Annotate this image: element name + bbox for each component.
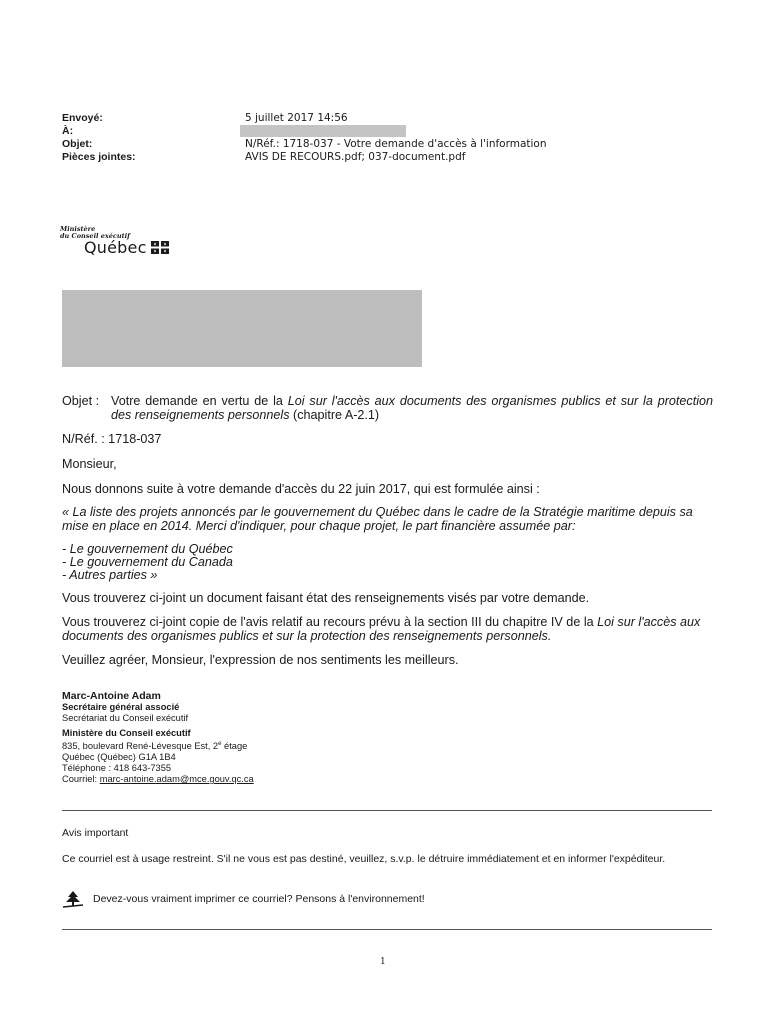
signer-name: Marc-Antoine Adam [62,690,161,702]
closing: Veuillez agréer, Monsieur, l'expression de nos sentiments les meilleurs. [62,653,459,667]
subject-label: Objet: [62,138,93,150]
signature-block [62,690,254,785]
page-number: 1 [380,957,386,967]
tree-icon [62,890,84,908]
objet-text [111,394,713,422]
logo-wordmark: Québec [84,238,147,257]
objet-law: Loi sur l'accès aux documents des organismes publics et sur la protection des renseignements personnels [111,394,713,422]
attachments-label: Pièces jointes: [62,151,136,163]
divider-bottom [62,929,712,930]
notice-text: Ce courriel est à usage restreint. S'il ne vous est pas destiné, veuillez, s.v.p. le détruire immédiatement et en informer l'expéditeur. [62,853,666,865]
paragraph-2: Vous trouverez ci-joint un document faisant état des renseignements visés par votre demande. [62,591,590,605]
quote-list-item-2: - Le gouvernement du Canada [62,555,233,569]
eco-notice [62,890,425,908]
fleur-de-lis-flag-icon [151,241,169,254]
address-1-post: étage [221,741,248,752]
notice-title: Avis important [62,827,129,839]
quebec-logo [60,226,200,258]
sent-label: Envoyé: [62,112,103,124]
logo-ministry-line1: Ministère [60,225,96,233]
reference: N/Réf. : 1718-037 [62,432,162,446]
signer-address-1 [62,739,254,752]
email-label: Courriel: [62,774,100,785]
address-1-pre: 835, boulevard René-Lévesque Est, 2 [62,741,219,752]
subject-value: N/Réf.: 1718-037 - Votre demande d'accès à l'information [245,138,547,150]
objet-post: (chapitre A-2.1) [289,408,380,422]
paragraph-3-pre: Vous trouverez ci-joint copie de l'avis relatif au recours prévu à la section III du chapitre IV de la [62,615,598,629]
signer-title: Secrétaire général associé [62,702,180,712]
signer-phone: Téléphone : 418 643-7355 [62,763,172,774]
signer-ministry: Ministère du Conseil exécutif [62,728,191,738]
objet-pre: Votre demande en vertu de la [111,394,288,408]
salutation: Monsieur, [62,457,117,471]
redacted-recipient [240,125,406,137]
signer-email-link[interactable]: marc-antoine.adam@mce.gouv.qc.ca [99,774,254,785]
to-label: À: [62,125,74,137]
divider-top [62,810,712,811]
signer-org: Secrétariat du Conseil exécutif [62,713,189,723]
quote-list-item-1: - Le gouvernement du Québec [62,542,233,556]
signer-address-2: Québec (Québec) G1A 1B4 [62,752,176,763]
objet-label: Objet : [62,394,100,408]
quote-list-item-3: - Autres parties » [62,568,158,582]
paragraph-3-law: Loi sur l'accès aux documents des organismes publics et sur la protection des renseignements personnels. [62,615,701,643]
signer-email-line [62,774,254,785]
paragraph-1: Nous donnons suite à votre demande d'accès du 22 juin 2017, qui est formulée ainsi : [62,482,540,496]
paragraph-3 [62,615,714,643]
sent-value: 5 juillet 2017 14:56 [245,112,348,124]
address-1-sup: e [218,741,222,747]
logo-ministry-line2: du Conseil exécutif [60,232,130,240]
request-quote: « La liste des projets annoncés par le gouvernement du Québec dans le cadre de la Stratégie maritime depuis sa mise en place en 2014. Merci d'indiquer, pour chaque projet, le part financière assumée par: [62,505,693,533]
redacted-address [62,290,422,367]
attachments-value: AVIS DE RECOURS.pdf; 037-document.pdf [245,151,466,163]
eco-text: Devez-vous vraiment imprimer ce courriel? Pensons à l'environnement! [93,892,425,905]
